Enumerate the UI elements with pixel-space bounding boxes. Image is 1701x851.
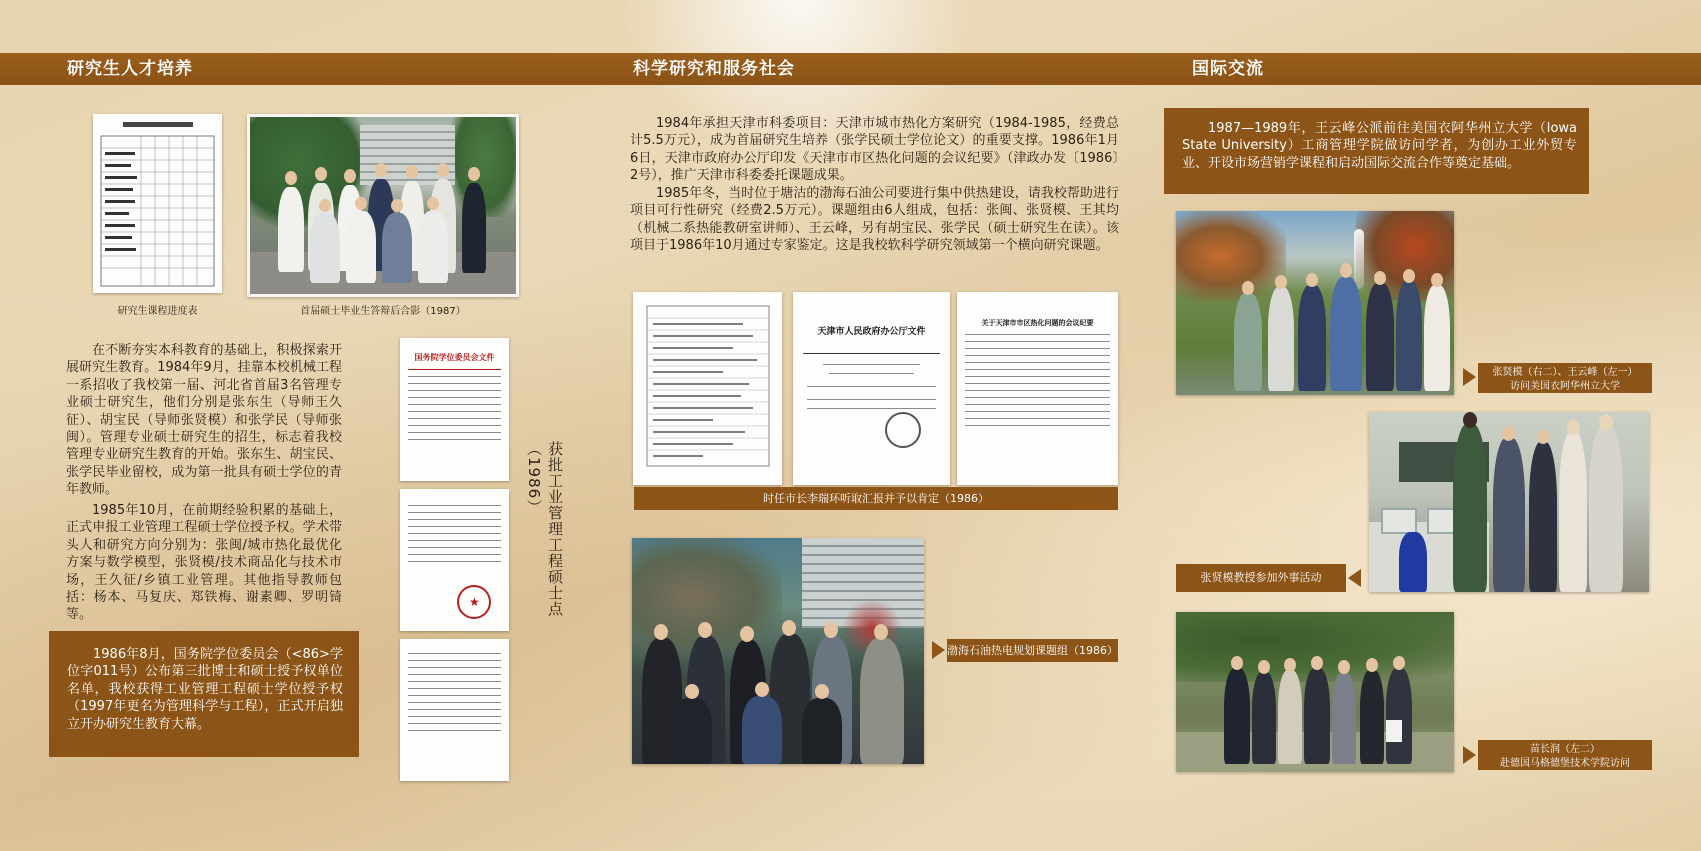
iowa-caption-line-2: 访问美国衣阿华州立大学 xyxy=(1510,381,1620,392)
section-title-graduate: 研究生人才培养 xyxy=(67,59,193,79)
magdeburg-visit-photo xyxy=(1176,612,1454,772)
degree-approval-vertical-caption: 获批工业管理工程硕士点（1986） xyxy=(525,441,564,617)
graduate-highlight-text: 1986年8月，国务院学位委员会（<86>学位字011号）公布第三批博士和硕士授予权单位名单，我校获得工业管理工程硕士学位授予权（1997年更名为管理科学与工程），正式开启独立开办研究生教育大幕。 xyxy=(67,647,343,732)
international-highlight-text: 1987—1989年，王云峰公派前往美国衣阿华州立大学（Iowa State University）工商管理学院做访问学者，为创办工业外贸专业、开设市场营销学课程和启动国际交流合作等奠定基础。 xyxy=(1182,121,1577,171)
course-progress-table-image xyxy=(93,114,222,293)
meeting-minutes-doc-title: 关于天津市市区热化问题的会议纪要 xyxy=(981,319,1094,327)
foreign-affairs-event-photo xyxy=(1369,412,1649,592)
bohai-caption-arrow-icon xyxy=(932,641,945,659)
degree-committee-document-image xyxy=(400,338,509,481)
graduate-paragraph-1: 在不断夯实本科教育的基础上，积极探索开展研究生教育。1984年9月，挂靠本校机械工程一系招收了我校第一届、河北省首届3名管理专业硕士研究生，他们分别是张东生（导师王久征）、胡宝民（导师张贤模）和张学民（导师张闽）。管理专业硕士研究生的招生，标志着我校管理专业研究生教育的开始。张东生、胡宝民、张学民毕业留校，成为第一批具有硕士学位的青年教师。 xyxy=(66,343,342,498)
foreign-affairs-caption: 张贤模教授参加外事活动 xyxy=(1176,564,1346,592)
magdeburg-caption-arrow-icon xyxy=(1463,746,1476,764)
research-paragraph-1: 1984年承担天津市科委项目：天津市城市热化方案研究（1984-1985，经费总计5.5万元），成为首届研究生培养（张学民硕士学位论文）的重要支撑。1986年1月6日，天津市政府办公厅印发《天津市市区热化问题的会议纪要》（津政办发〔1986〕2号），推广天津市科委委托课题成果。 xyxy=(630,116,1119,184)
heating-meeting-minutes-image xyxy=(957,292,1118,485)
first-graduates-group-photo xyxy=(247,114,519,297)
section-header-band xyxy=(0,53,1701,85)
bohai-photo-caption: 渤海石油热电规划课题组（1986） xyxy=(947,639,1118,662)
bohai-project-group-photo xyxy=(632,538,924,764)
iowa-photo-caption xyxy=(1478,363,1652,393)
approval-document-page-image: ★ xyxy=(400,489,509,631)
docs-caption-bar: 时任市长李瑞环听取汇报并予以肯定（1986） xyxy=(634,487,1118,510)
iowa-caption-arrow-icon xyxy=(1463,368,1476,386)
iowa-caption-line-1: 张贤模（右二）、王云峰（左一） xyxy=(1492,367,1638,378)
magdeburg-caption-line-1: 苗长润（左二） xyxy=(1530,744,1600,755)
magdeburg-caption-line-2: 赴德国马格德堡技术学院访问 xyxy=(1500,758,1630,769)
magdeburg-photo-caption xyxy=(1478,740,1652,770)
handwritten-report-image xyxy=(633,292,782,485)
section-title-international: 国际交流 xyxy=(1192,59,1264,79)
approval-list-page-image xyxy=(400,639,509,781)
international-highlight-box xyxy=(1164,108,1589,194)
graduate-paragraph-2: 1985年10月，在前期经验积累的基础上，正式申报工业管理工程硕士学位授予权。学术带头人和研究方向分别为：张闽/城市热化最优化方案与数学模型，张贤模/技术商品化与技术市场，王久征/乡镇工业管理。其他指导教师包括：杨本、马复庆、郑铁梅、谢素卿、罗明锜等。 xyxy=(66,503,342,623)
municipal-office-document-image xyxy=(793,292,950,485)
research-paragraph-2: 1985年冬，当时位于塘沽的渤海石油公司要进行集中供热建设，请我校帮助进行项目可行性研究（经费2.5万元）。课题组由6人组成，包括：张闽、张贤模、王其均（机械二系热能教研室讲师）、王云峰，另有胡宝民、张学民（硕士研究生在读）。该项目于1986年10月通过专家鉴定。这是我校软科学研究领域第一个横向研究课题。 xyxy=(630,186,1119,254)
graduates-photo-caption: 首届硕士毕业生答辩后合影（1987） xyxy=(300,306,466,317)
foreign-affairs-arrow-icon xyxy=(1348,569,1361,587)
graduate-highlight-box xyxy=(49,631,359,757)
degree-committee-doc-title: 国务院学位委员会文件 xyxy=(414,353,495,362)
municipal-doc-title: 天津市人民政府办公厅文件 xyxy=(817,327,926,337)
section-title-research: 科学研究和服务社会 xyxy=(633,59,795,79)
iowa-state-visit-photo xyxy=(1176,211,1454,395)
course-table-caption: 研究生课程进度表 xyxy=(117,306,198,317)
